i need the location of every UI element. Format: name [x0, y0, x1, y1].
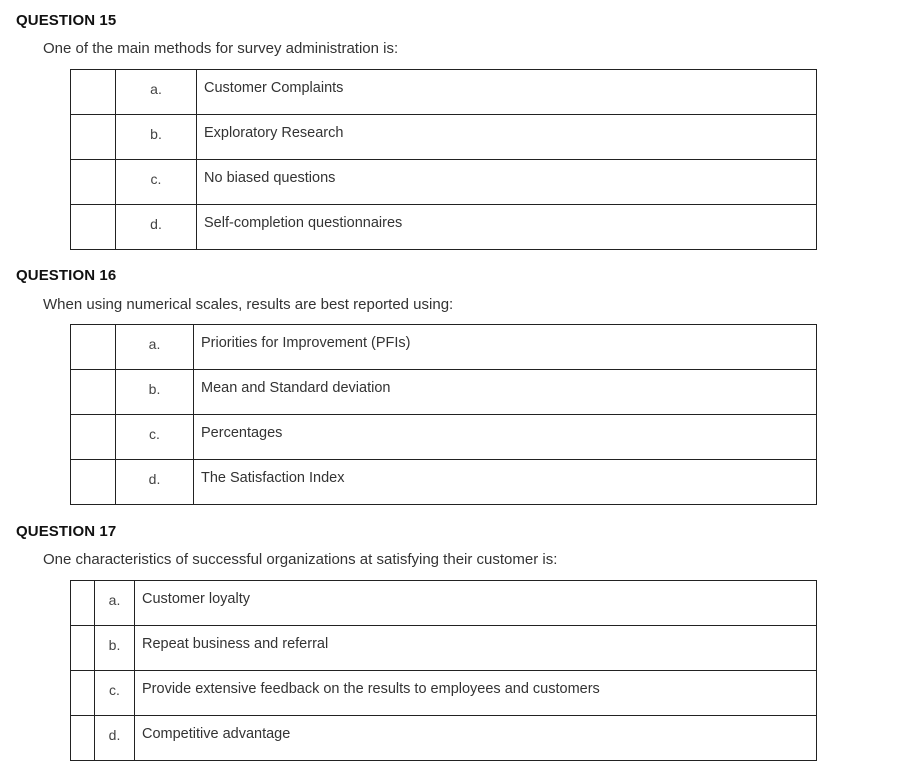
answer-radio-a[interactable] [71, 581, 95, 626]
question-15-options [70, 69, 817, 250]
option-text: Repeat business and referral [135, 626, 817, 671]
option-letter: b. [95, 626, 135, 671]
question-15-prompt: One of the main methods for survey administration is: [43, 40, 399, 57]
option-row[interactable] [71, 460, 817, 505]
option-letter: c. [116, 415, 194, 460]
answer-radio-c[interactable] [71, 671, 95, 716]
question-17-prompt: One characteristics of successful organizations at satisfying their customer is: [43, 551, 558, 568]
option-row[interactable] [71, 671, 817, 716]
option-row[interactable] [71, 370, 817, 415]
option-text: Self-completion questionnaires [197, 205, 817, 250]
question-17-options [70, 580, 817, 761]
option-text: Provide extensive feedback on the results to employees and customers [135, 671, 817, 716]
question-16-prompt: When using numerical scales, results are best reported using: [43, 296, 454, 313]
question-16-title: QUESTION 16 [16, 267, 117, 284]
answer-radio-a[interactable] [71, 325, 116, 370]
option-row[interactable] [71, 415, 817, 460]
option-letter: a. [116, 70, 197, 115]
option-letter: d. [95, 716, 135, 761]
answer-radio-b[interactable] [71, 115, 116, 160]
option-letter: b. [116, 370, 194, 415]
answer-radio-d[interactable] [71, 205, 116, 250]
answer-radio-b[interactable] [71, 370, 116, 415]
option-row[interactable] [71, 70, 817, 115]
option-text: Percentages [194, 415, 817, 460]
question-15-title: QUESTION 15 [16, 12, 117, 29]
option-letter: a. [95, 581, 135, 626]
option-row[interactable] [71, 205, 817, 250]
answer-radio-d[interactable] [71, 460, 116, 505]
option-text: Competitive advantage [135, 716, 817, 761]
question-17-title: QUESTION 17 [16, 523, 117, 540]
option-row[interactable] [71, 716, 817, 761]
option-letter: d. [116, 205, 197, 250]
option-row[interactable] [71, 115, 817, 160]
option-letter: c. [95, 671, 135, 716]
answer-radio-a[interactable] [71, 70, 116, 115]
option-row[interactable] [71, 160, 817, 205]
question-16-options [70, 324, 817, 505]
option-text: Priorities for Improvement (PFIs) [194, 325, 817, 370]
option-letter: a. [116, 325, 194, 370]
option-text: The Satisfaction Index [194, 460, 817, 505]
option-row[interactable] [71, 581, 817, 626]
option-text: Customer Complaints [197, 70, 817, 115]
option-text: No biased questions [197, 160, 817, 205]
option-letter: c. [116, 160, 197, 205]
answer-radio-b[interactable] [71, 626, 95, 671]
option-row[interactable] [71, 626, 817, 671]
option-letter: b. [116, 115, 197, 160]
answer-radio-d[interactable] [71, 716, 95, 761]
option-row[interactable] [71, 325, 817, 370]
answer-radio-c[interactable] [71, 415, 116, 460]
option-text: Exploratory Research [197, 115, 817, 160]
option-text: Mean and Standard deviation [194, 370, 817, 415]
answer-radio-c[interactable] [71, 160, 116, 205]
option-letter: d. [116, 460, 194, 505]
option-text: Customer loyalty [135, 581, 817, 626]
